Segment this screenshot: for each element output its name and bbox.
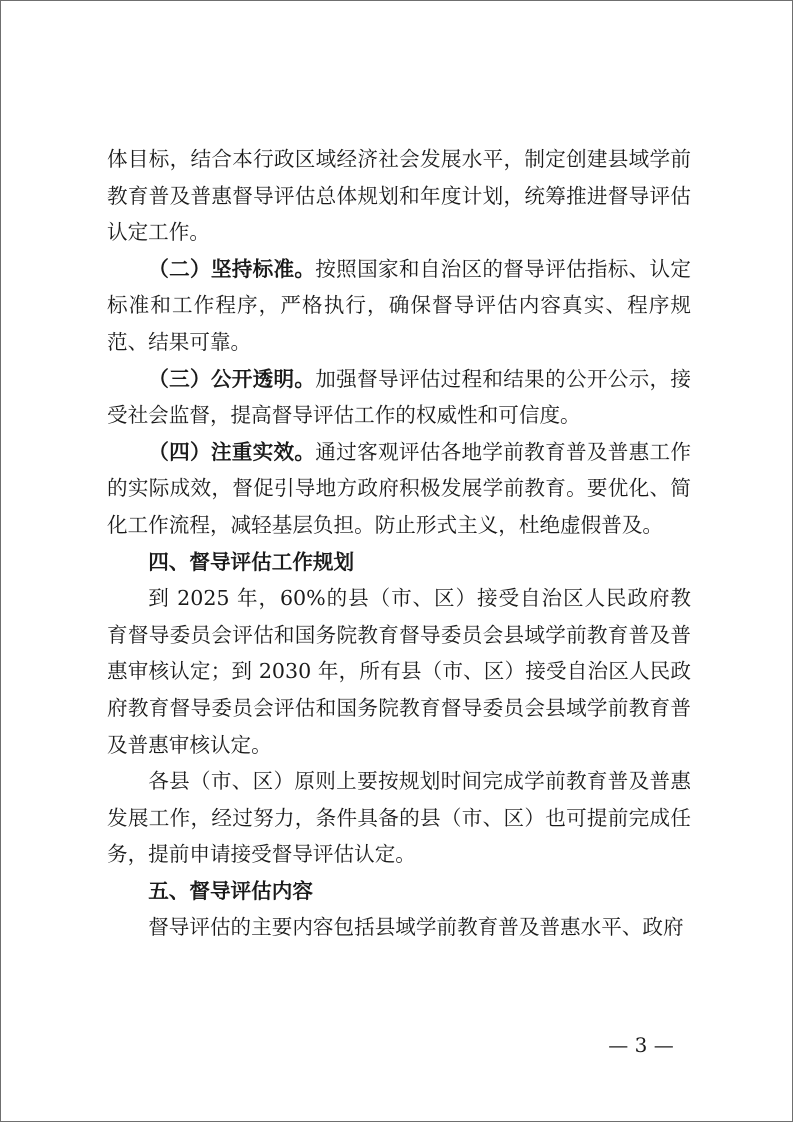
paragraph-text: 通过客观评估各地学前教育普及普惠工作的实际成效，督促引导地方政府积极发展学前教育。要优化、简化工作流程，减轻基层负担。防止形式主义，杜绝虚假普及。 [107, 439, 691, 537]
paragraph-text: 按照国家和自治区的督导评估指标、认定标准和工作程序，严格执行，确保督导评估内容真实、程序规范、结果可靠。 [107, 256, 691, 354]
paragraph-adhere-to-standards [107, 251, 691, 361]
paragraph-continuation: 体目标，结合本行政区域经济社会发展水平，制定创建县域学前教育普及普惠督导评估总体规划和年度计划，统筹推进督导评估认定工作。 [107, 147, 691, 245]
paragraph-lead: （三）公开透明。 [148, 366, 316, 391]
paragraph-text: 加强督导评估过程和结果的公开公示，接受社会监督，提高督导评估工作的权威性和可信度。 [107, 366, 691, 428]
paragraph-plan-completion: 各县（市、区）原则上要按规划时间完成学前教育普及普惠发展工作，经过努力，条件具备的县（市、区）也可提前完成任务，提前申请接受督导评估认定。 [107, 769, 691, 867]
paragraph-focus-on-results [107, 434, 691, 544]
section-heading-evaluation-content: 五、督导评估内容 [148, 878, 313, 903]
paragraph-openness-transparency [107, 361, 691, 434]
paragraph-evaluation-content: 督导评估的主要内容包括县域学前教育普及普惠水平、政府 [148, 915, 684, 940]
document-body [107, 141, 691, 946]
paragraph-lead: （二）坚持标准。 [148, 256, 316, 281]
page-number: — 3 — [608, 1033, 674, 1057]
paragraph-lead: （四）注重实效。 [148, 439, 316, 464]
section-heading-work-plan: 四、督导评估工作规划 [148, 549, 355, 574]
paragraph-plan-targets: 到 2025 年，60%的县（市、区）接受自治区人民政府教育督导委员会评估和国务院教育督导委员会县域学前教育普及普惠审核认定；到 2030 年，所有县（市、区）接受自治区人民政府教育督导委员会评估和国务院教育督导委员会县域学前教育普及普惠审核认定。 [107, 586, 691, 757]
